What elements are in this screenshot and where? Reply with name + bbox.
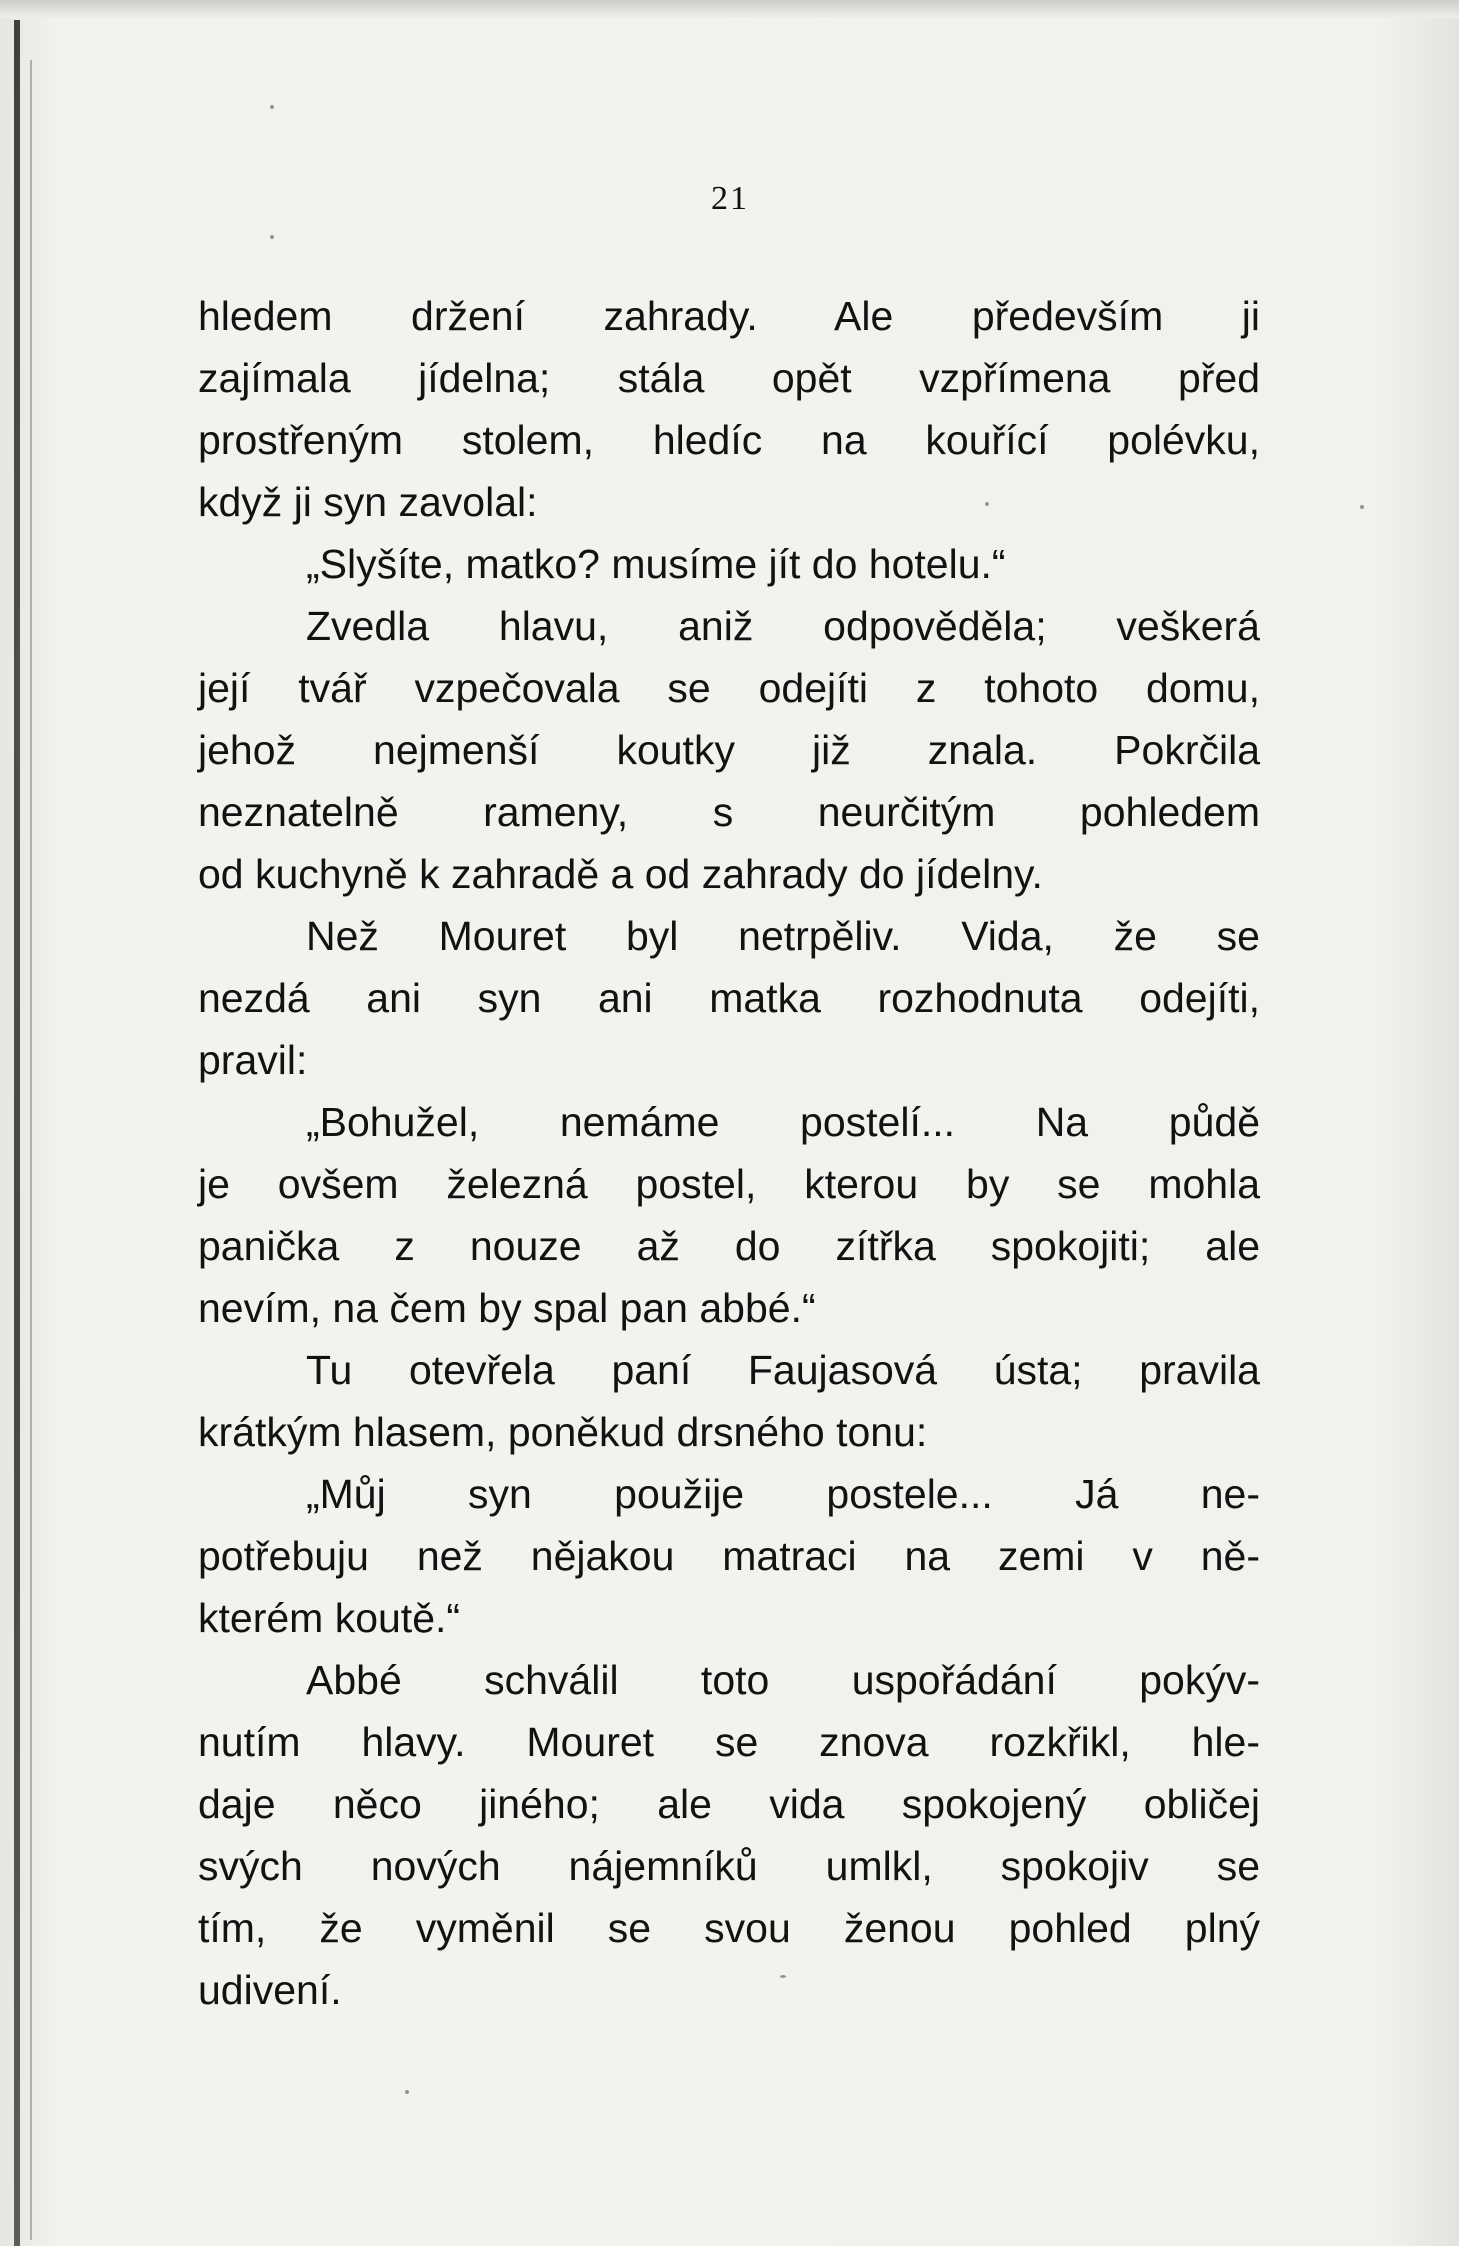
text-line: tím, že vyměnil se svou ženou pohled plný — [198, 1905, 1260, 1951]
page-number: 21 — [711, 180, 749, 217]
text-line: hledem držení zahrady. Ale především ji — [198, 293, 1260, 339]
text-line: pravil: — [198, 1037, 308, 1083]
text-line: nezdá ani syn ani matka rozhodnuta odejíti, — [198, 975, 1260, 1021]
text-line: potřebuju než nějakou matraci na zemi v ně- — [198, 1533, 1260, 1579]
text-line: Než Mouret byl netrpěliv. Vida, že se — [306, 913, 1260, 959]
text-line: od kuchyně k zahradě a od zahrady do jídelny. — [198, 851, 1043, 897]
binding-shadow — [30, 60, 32, 2240]
text-line: když ji syn zavolal: — [198, 479, 538, 525]
text-line: nevím, na čem by spal pan abbé.“ — [198, 1285, 816, 1331]
text-line: krátkým hlasem, poněkud drsného tonu: — [198, 1409, 928, 1455]
text-line: jehož nejmenší koutky již znala. Pokrčila — [198, 727, 1260, 773]
text-line: udivení. — [198, 1967, 342, 2013]
text-line: Tu otevřela paní Faujasová ústa; pravila — [306, 1347, 1260, 1393]
page-top-edge — [0, 0, 1459, 18]
text-line: svých nových nájemníků umlkl, spokojiv se — [198, 1843, 1260, 1889]
text-line: neznatelně rameny, s neurčitým pohledem — [198, 789, 1260, 835]
text-line: daje něco jiného; ale vida spokojený obličej — [198, 1781, 1260, 1827]
text-line: Zvedla hlavu, aniž odpověděla; veškerá — [306, 603, 1260, 649]
text-line: „Můj syn použije postele... Já ne- — [306, 1471, 1260, 1517]
text-line: její tvář vzpečovala se odejíti z tohoto domu, — [198, 665, 1260, 711]
text-line: „Bohužel, nemáme postelí... Na půdě — [306, 1099, 1260, 1145]
paper-speck — [1360, 505, 1364, 509]
paper-speck — [405, 2090, 409, 2094]
text-line: je ovšem železná postel, kterou by se mohla — [198, 1161, 1260, 1207]
text-line: Abbé schválil toto uspořádání pokýv- — [306, 1657, 1260, 1703]
binding-spine — [14, 20, 20, 2246]
body-text — [198, 285, 1260, 2021]
text-line: kterém koutě.“ — [198, 1595, 461, 1641]
text-line: „Slyšíte, matko? musíme jít do hotelu.“ — [306, 541, 1006, 587]
text-line: prostřeným stolem, hledíc na kouřící polévku, — [198, 417, 1260, 463]
paper-speck — [270, 105, 274, 109]
paper-speck — [270, 235, 274, 239]
text-line: nutím hlavy. Mouret se znova rozkřikl, hle- — [198, 1719, 1260, 1765]
text-line: panička z nouze až do zítřka spokojiti; ale — [198, 1223, 1260, 1269]
text-line: zajímala jídelna; stála opět vzpřímena před — [198, 355, 1260, 401]
